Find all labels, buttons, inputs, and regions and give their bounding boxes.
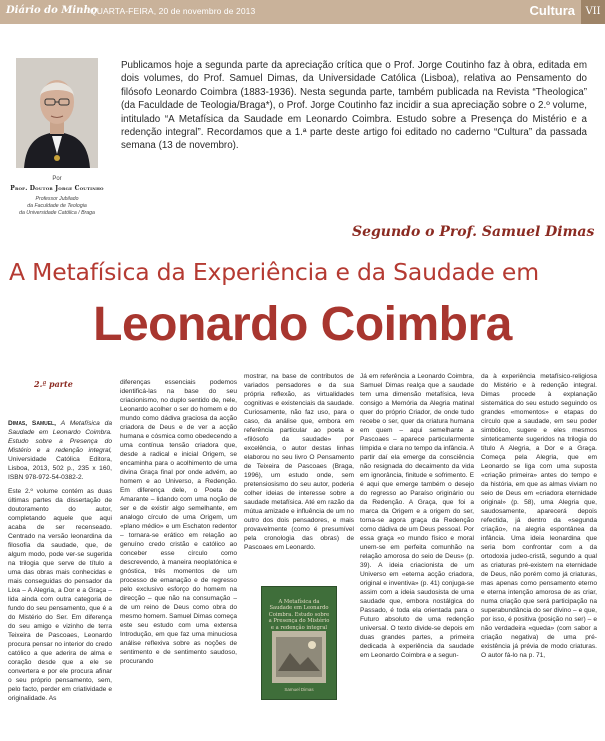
author-caption — [6, 176, 108, 217]
headline-line2: Leonardo Coimbra — [93, 298, 512, 351]
author-role-line3: da Universidade Católica / Braga — [19, 210, 95, 216]
book-cover-title: A Metafísica da Saudade em Leonardo Coimbra. Estudo sobre a Presença do Mistério e a redenção integral — [268, 599, 330, 631]
bibliographic-reference — [8, 419, 112, 482]
column-3-text: mostrar, na base de contributos de variados pensadores e da sua própria reflexão, as virtualidades cognitivas e existenciais da saudade. Curiosamente, não faz uso, para o caso, da análise que, embora em referência particular ao poeta e «filósofo da saudade» por excelência, o autor destas linhas elaborou no seu livro O Pensamento de Teixeira de Pascoaes (Braga, 1996), um estudo onde, sem pretensiosismo do seu autor, poderia colher ideias de interesse sobre a saudade metafísica. Até em razão da mútua amizade e influência de um no outro dos dois pensadores, e mais provavelmente (como é presumível pela cronologia das obras) de Pascoaes em Leonardo. — [244, 373, 354, 551]
author-por: Por — [52, 176, 62, 182]
column-2-text: diferenças essenciais podemos identificá-las na base do seu criacionismo, no duplo sentido de, nele, Leonardo acolher o ser do homem e do mundo como dádiva graciosa da acção criadora de Deus e de ver a acção humana e cósmica como obedecendo a uma contínua tensão criadora que, desde a radical e inicial Origem, se encaminha para o acolhimento de uma divina Graça final por onde advém, ao homem e ao Universo, a Redenção. Em diferença dele, o Poeta de Amarante – lidando com uma noção de ser e de existir algo semelhante, em analogo círculo de uma Origem, um «plano médio» e um Eschaton redentor – tornara-se erático em relação ao genuíno credo cristão e católico ao conceber esse círculo como descrevendo, à maneira neoplatónica e gnóstica, três momentos de um processo de emanação e de regresso pelo exclusivo esforço do homem na direcção – que não na consumação – de um reino de Deus como obra do mesmo homem. Samuel Dimas começa este seu estudo com uma extensa Introdução, em que faz uma minuciosa análise reflexiva sobre as noções de sentimento e de sentimento saudoso, procurando — [120, 379, 237, 665]
article-column-5 — [481, 372, 597, 736]
page-number: VII — [581, 0, 605, 24]
biblio-title: A Metafísica da Saudade em Leonardo Coimbra. Estudo sobre a Presença do Mistério e a redenção integral, — [8, 420, 112, 454]
part-label: 2.ª parte — [34, 380, 73, 389]
book-cover-image — [272, 631, 326, 683]
article-column-3 — [244, 372, 354, 582]
biblio-details: Universidade Católica Editora, Lisboa, 2013, 502 p., 235 x 160, ISBN 978-972-54-0382-2. — [8, 456, 112, 481]
column-1-text: Este 2.º volume contém as duas últimas partes da dissertação de doutoramento do autor, completando aquele que aqui acaba de ser recenseado. Centrado na versão leonardina da filosofia da saudade, que, de algum modo, pode ver-se sugerida na trilogia que serve de título a uma das obras mais conhecidas e mais conseguidas do pensador da Lixa – A Alegria, a Dor e a Graça – lida ainda com outra categoria de fundo do seu pensamento, que é a do Mistério do Ser. Em diferença do seu amigo e vizinho de terra Teixeira de Pascoaes, Leonardo procura pensar no interior do credo católico a que aderira de alma e coração desde que a ele se convertera e por ele procura afinar o seu próprio pensamento, sem, pelo facto, perder em criatividade e originalidade. As — [8, 488, 112, 702]
book-cover-author: Samuel Dimas — [284, 687, 314, 692]
book-cover — [261, 586, 337, 700]
newspaper-brand: Diário do Minho — [6, 5, 98, 16]
intro-paragraph: Publicamos hoje a segunda parte da apreciação crítica que o Prof. Jorge Coutinho faz à obra, editada em dois volumes, do Prof. Samuel Dimas, da Universidade Católica (Lisboa), relativa ao Pensamento do filósofo Leonardo Coimbra (1883-1936). Nesta segunda parte, também publicada na Revista “Theologica” (da Faculdade de Teologia/Braga*), o Prof. Jorge Coutinho faz incidir a sua apreciação sobre o 2.º volume, intitulado “A Metafísica da Saudade em Leonardo Coimbra. Estudo sobre a Presença do Mistério e a redenção integral”. Recordamos que a 1.ª parte deste artigo foi editado no caderno “Cultura” da passada semana (13 de novembro). — [121, 60, 587, 152]
header-bar — [0, 0, 605, 24]
issue-date: QUARTA-FEIRA, 20 de novembro de 2013 — [90, 6, 256, 16]
article-column-2 — [120, 378, 237, 734]
article-column-4 — [360, 372, 474, 736]
biblio-author: Dimas, Samuel, — [8, 420, 56, 427]
article-column-1 — [8, 380, 112, 703]
byline: Segundo o Prof. Samuel Dimas — [352, 224, 595, 240]
author-role — [6, 196, 108, 217]
author-role-line1: Professor Jubilado — [35, 196, 79, 202]
column-4-text: Já em referência a Leonardo Coimbra, Samuel Dimas realça que a saudade tem uma dimensão metafísica, leva consigo a Memória da Alegria matinal quer do próprio Criador, de onde tudo recebe o ser, quer da criatura humana em quem – aqui semelhante a Pascoaes – aparece particularmente límpida e clara no tempo da infância. A partir daí ela emerge da consciência não resignada do decaimento da vida em ignorância, finitude e sofrimento. E é aqui que emerge também o desejo do regresso ao Paraíso originário ou da Redenção. A Graça, que foi a marca da Origem e a origem do ser, torna-se agora graça da Redenção como dádiva de um Deus pessoal. Por essa graça «o mundo físico e moral unem-se em perfeita comunhão na relação amorosa do seio de Deus» (p. 39). A ideia criacionista de um Universo em «eterna acção criadora, original e inventiva» (p. 41) conjuga-se assim com a ideia saudosista de uma saudade que, embora nostálgica do Passado, é toda ela orientada para o Futuro absoluto de uma redenção universal. O texto divide-se depois em duas grandes partes, a primeira dedicada à experiência da saudade em Leonardo Coimbra e a segun- — [360, 373, 474, 659]
author-name: Prof. Doutor Jorge Coutinho — [10, 185, 104, 192]
author-role-line2: da Faculdade de Teologia — [27, 203, 87, 209]
author-photo — [16, 58, 98, 168]
section-title: Cultura — [529, 3, 575, 18]
headline-line1: A Metafísica da Experiência e da Saudade em — [9, 258, 539, 286]
column-5-text: da à experiência metafísico-religiosa do Mistério e à redenção integral. Dimas procede à explanação sistemática do seu estudo seguindo os grandes «momentos» e etapas do círculo que a saudade, em seu poder simbólico, sugere e eles mesmos sinteticamente sugeridos na trilogia do título A Alegria, a Dor e a Graça. Começa pela Alegria, que em Leonardo se liga com uma suposta «criação primeira» antes do tempo e da história, em que as almas viviam no seio de Deus em «criadora eternidade original» (p. 58), uma Alegria que, saudosamente, aparecerá depois refectida, já dentro da «segunda criação», na alegria espontânea da infância. Uma ideia leonardina que seria bom confrontar com a da ortodoxia judeo-cristã, segundo a qual as criaturas pré-existem na eternidade de Deus, não porém como já criaturas, mas apenas como pensamento eterno e eterna intenção amorosa de as criar, numa criação que será participação na superabundância do ser divino – e que, por isso, é positiva (posição no ser) – e não verdadeira «queda» (com sabor a criação negativa) de uma pré-existência já prévia de modo criaturas. O autor fá-lo na p. 71, — [481, 373, 597, 659]
